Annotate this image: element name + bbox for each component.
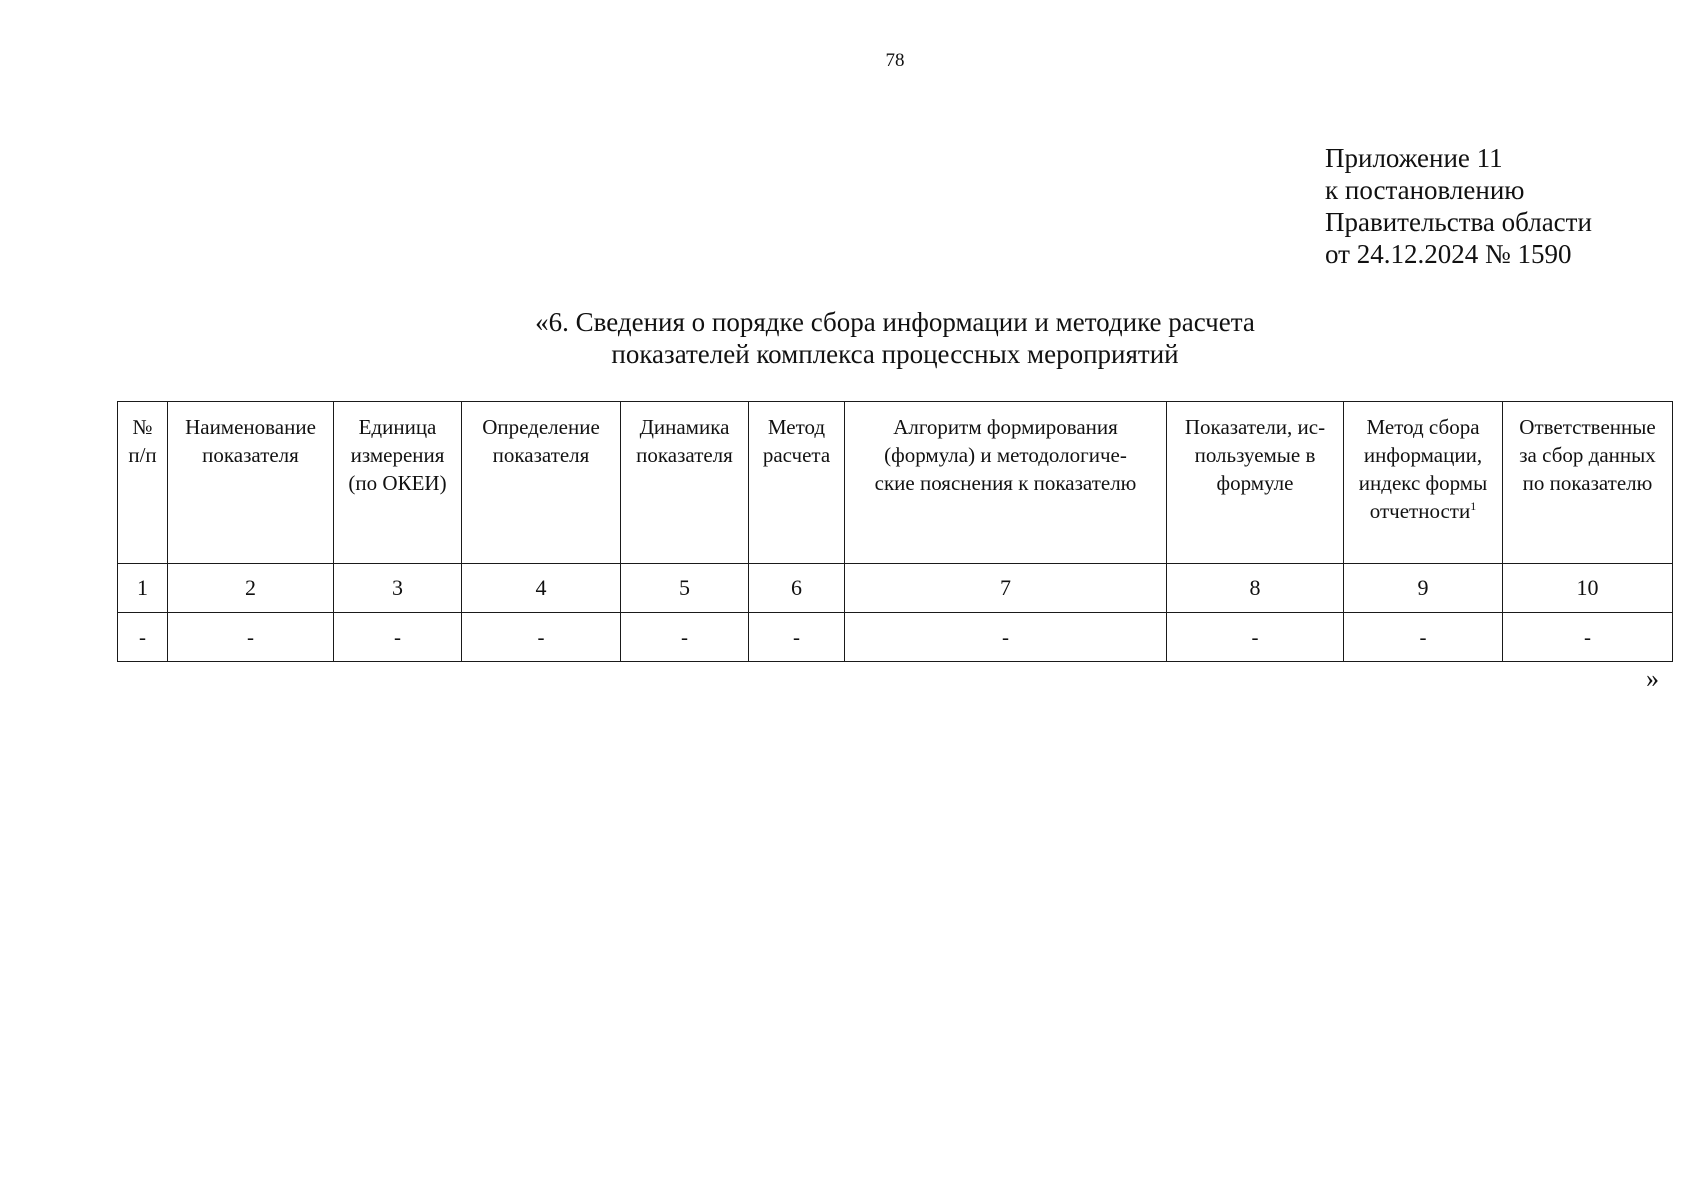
column-header-line: расчета bbox=[762, 443, 831, 467]
column-header bbox=[621, 402, 749, 564]
column-header-line: (формула) и методологиче- bbox=[884, 443, 1127, 467]
column-header-line: ские пояснения к показателю bbox=[874, 471, 1137, 495]
info-table bbox=[117, 401, 1673, 662]
column-header-line: пользуемые в bbox=[1194, 443, 1316, 467]
column-number-cell: 10 bbox=[1503, 564, 1673, 613]
column-number-cell: 1 bbox=[118, 564, 168, 613]
table-header-row bbox=[118, 402, 1673, 564]
section-heading bbox=[0, 306, 1697, 370]
footnote-mark: 1 bbox=[1470, 499, 1477, 513]
column-number-cell: 5 bbox=[621, 564, 749, 613]
appendix-line: Приложение 11 bbox=[1325, 143, 1503, 173]
column-header bbox=[334, 402, 462, 564]
column-header-line: № bbox=[132, 415, 153, 439]
column-number-cell: 7 bbox=[845, 564, 1167, 613]
column-number-cell: 8 bbox=[1167, 564, 1344, 613]
heading-line: «6. Сведения о порядке сбора информации и методике расчета bbox=[535, 307, 1255, 337]
column-header-line: Метод сбора bbox=[1366, 415, 1480, 439]
column-header-line: Наименование bbox=[185, 415, 316, 439]
column-header bbox=[1344, 402, 1503, 564]
column-header-line: по показателю bbox=[1522, 471, 1653, 495]
column-header-line: показателя bbox=[636, 443, 733, 467]
column-header bbox=[118, 402, 168, 564]
column-number-row bbox=[118, 564, 1673, 613]
table-cell: - bbox=[749, 613, 845, 662]
closing-quote: » bbox=[1646, 664, 1659, 693]
appendix-line: от 24.12.2024 № 1590 bbox=[1325, 239, 1572, 269]
column-header bbox=[749, 402, 845, 564]
appendix-line: Правительства области bbox=[1325, 207, 1592, 237]
table-cell: - bbox=[1503, 613, 1673, 662]
heading-line: показателей комплекса процессных мероприятий bbox=[611, 339, 1179, 369]
table-cell: - bbox=[1344, 613, 1503, 662]
column-header-line: измерения bbox=[350, 443, 445, 467]
column-header bbox=[1167, 402, 1344, 564]
column-header-line: Метод bbox=[767, 415, 826, 439]
column-header-line: индекс формы bbox=[1358, 471, 1488, 495]
column-header-line: (по ОКЕИ) bbox=[348, 471, 447, 495]
table-cell: - bbox=[621, 613, 749, 662]
column-header-line: показателя bbox=[492, 443, 590, 467]
table-cell: - bbox=[462, 613, 621, 662]
column-header-line: Алгоритм формирования bbox=[893, 415, 1118, 439]
column-header bbox=[462, 402, 621, 564]
column-number-cell: 4 bbox=[462, 564, 621, 613]
column-header-line: за сбор данных bbox=[1519, 443, 1656, 467]
column-header-line: Ответственные bbox=[1519, 415, 1656, 439]
column-header-line: Показатели, ис- bbox=[1184, 415, 1326, 439]
column-header-line: Определение bbox=[482, 415, 600, 439]
column-number-cell: 3 bbox=[334, 564, 462, 613]
table-cell: - bbox=[845, 613, 1167, 662]
column-header-line: п/п bbox=[128, 443, 157, 467]
appendix-line: к постановлению bbox=[1325, 175, 1525, 205]
column-number-cell: 6 bbox=[749, 564, 845, 613]
column-header-line: информации, bbox=[1363, 443, 1483, 467]
column-header bbox=[845, 402, 1167, 564]
appendix-block bbox=[1325, 142, 1592, 270]
column-header bbox=[168, 402, 334, 564]
table-cell: - bbox=[334, 613, 462, 662]
column-header-line: показателя bbox=[202, 443, 299, 467]
column-header-line bbox=[1346, 497, 1500, 525]
column-header-line: Динамика bbox=[639, 415, 730, 439]
table-row bbox=[118, 613, 1673, 662]
table-cell: - bbox=[118, 613, 168, 662]
column-number-cell: 2 bbox=[168, 564, 334, 613]
column-header-line: формуле bbox=[1216, 471, 1294, 495]
table-cell: - bbox=[168, 613, 334, 662]
page-number: 78 bbox=[885, 50, 905, 71]
column-header bbox=[1503, 402, 1673, 564]
table-cell: - bbox=[1167, 613, 1344, 662]
column-header-text: отчетности bbox=[1369, 499, 1471, 523]
column-header-line: Единица bbox=[358, 415, 437, 439]
column-number-cell: 9 bbox=[1344, 564, 1503, 613]
